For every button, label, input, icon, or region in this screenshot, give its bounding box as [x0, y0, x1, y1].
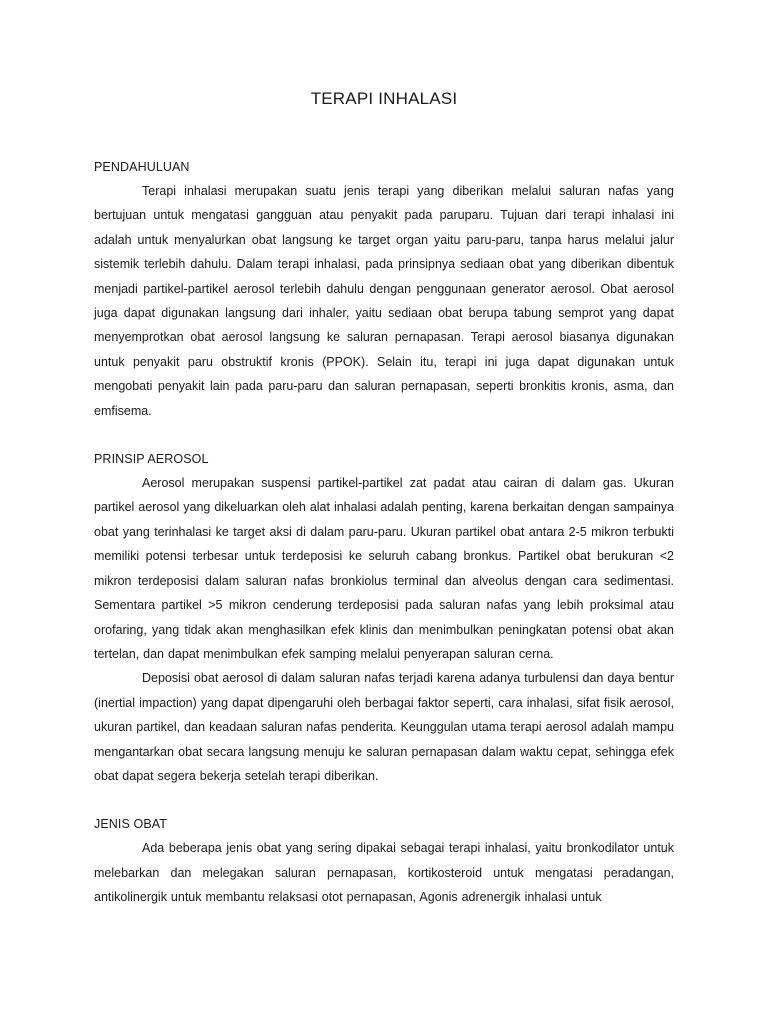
section-prinsip-aerosol: [94, 447, 674, 788]
document-title: TERAPI INHALASI: [310, 89, 458, 108]
section-heading: JENIS OBAT: [94, 817, 168, 832]
paragraph: Deposisi obat aerosol di dalam saluran nafas terjadi karena adanya turbulensi dan daya bentur (inertial impaction) yang dapat dipengaruhi oleh berbagai faktor seperti, cara inhalasi, sifat fisik aerosol, ukuran partikel, dan keadaan saluran nafas penderita. Keunggulan utama terapi aerosol adalah mampu mengantarkan obat secara langsung menuju ke saluran pernapasan dalam waktu cepat, sehingga efek obat dapat segera bekerja setelah terapi diberikan.: [94, 671, 674, 783]
document-body: [94, 155, 674, 910]
paragraph: Terapi inhalasi merupakan suatu jenis terapi yang diberikan melalui saluran nafas yang bertujuan untuk mengatasi gangguan atau penyakit pada paruparu. Tujuan dari terapi inhalasi ini adalah untuk menyalurkan obat langsung ke target organ yaitu paru-paru, tanpa harus melalui jalur sistemik terlebih dahulu. Dalam terapi inhalasi, pada prinsipnya sediaan obat yang diberikan dibentuk menjadi partikel-partikel aerosol terlebih dahulu dengan penggunaan generator aerosol. Obat aerosol juga dapat digunakan langsung dari inhaler, yaitu sediaan obat berupa tabung semprot yang dapat menyemprotkan obat aerosol langsung ke saluran pernapasan. Terapi aerosol biasanya digunakan untuk penyakit paru obstruktif kronis (PPOK). Selain itu, terapi ini juga dapat digunakan untuk mengobati penyakit lain pada paru-paru dan saluran pernapasan, seperti bronkitis kronis, asma, dan emfisema.: [94, 184, 674, 418]
section-pendahuluan: [94, 155, 674, 423]
section-heading: PRINSIP AEROSOL: [94, 452, 209, 467]
section-jenis-obat: [94, 812, 674, 909]
paragraph: Aerosol merupakan suspensi partikel-partikel zat padat atau cairan di dalam gas. Ukuran partikel aerosol yang dikeluarkan oleh alat inhalasi adalah penting, karena berkaitan dengan sampainya obat yang terinhalasi ke target aksi di dalam paru-paru. Ukuran partikel obat antara 2-5 mikron terbukti memiliki potensi terbesar untuk terdeposisi ke seluruh cabang bronkus. Partikel obat berukuran <2 mikron terdeposisi dalam saluran nafas bronkiolus terminal dan alveolus dengan cara sedimentasi. Sementara partikel >5 mikron cenderung terdeposisi pada saluran nafas yang lebih proksimal atau orofaring, yang tidak akan menghasilkan efek klinis dan menimbulkan peningkatan potensi obat akan tertelan, dan dapat menimbulkan efek samping melalui penyerapan saluran cerna.: [94, 476, 674, 661]
paragraph: Ada beberapa jenis obat yang sering dipakai sebagai terapi inhalasi, yaitu bronkodilator untuk melebarkan dan melegakan saluran pernapasan, kortikosteroid untuk mengatasi peradangan, antikolinergik untuk membantu relaksasi otot pernapasan, Agonis adrenergik inhalasi untuk: [94, 841, 674, 905]
section-heading: PENDAHULUAN: [94, 160, 190, 174]
